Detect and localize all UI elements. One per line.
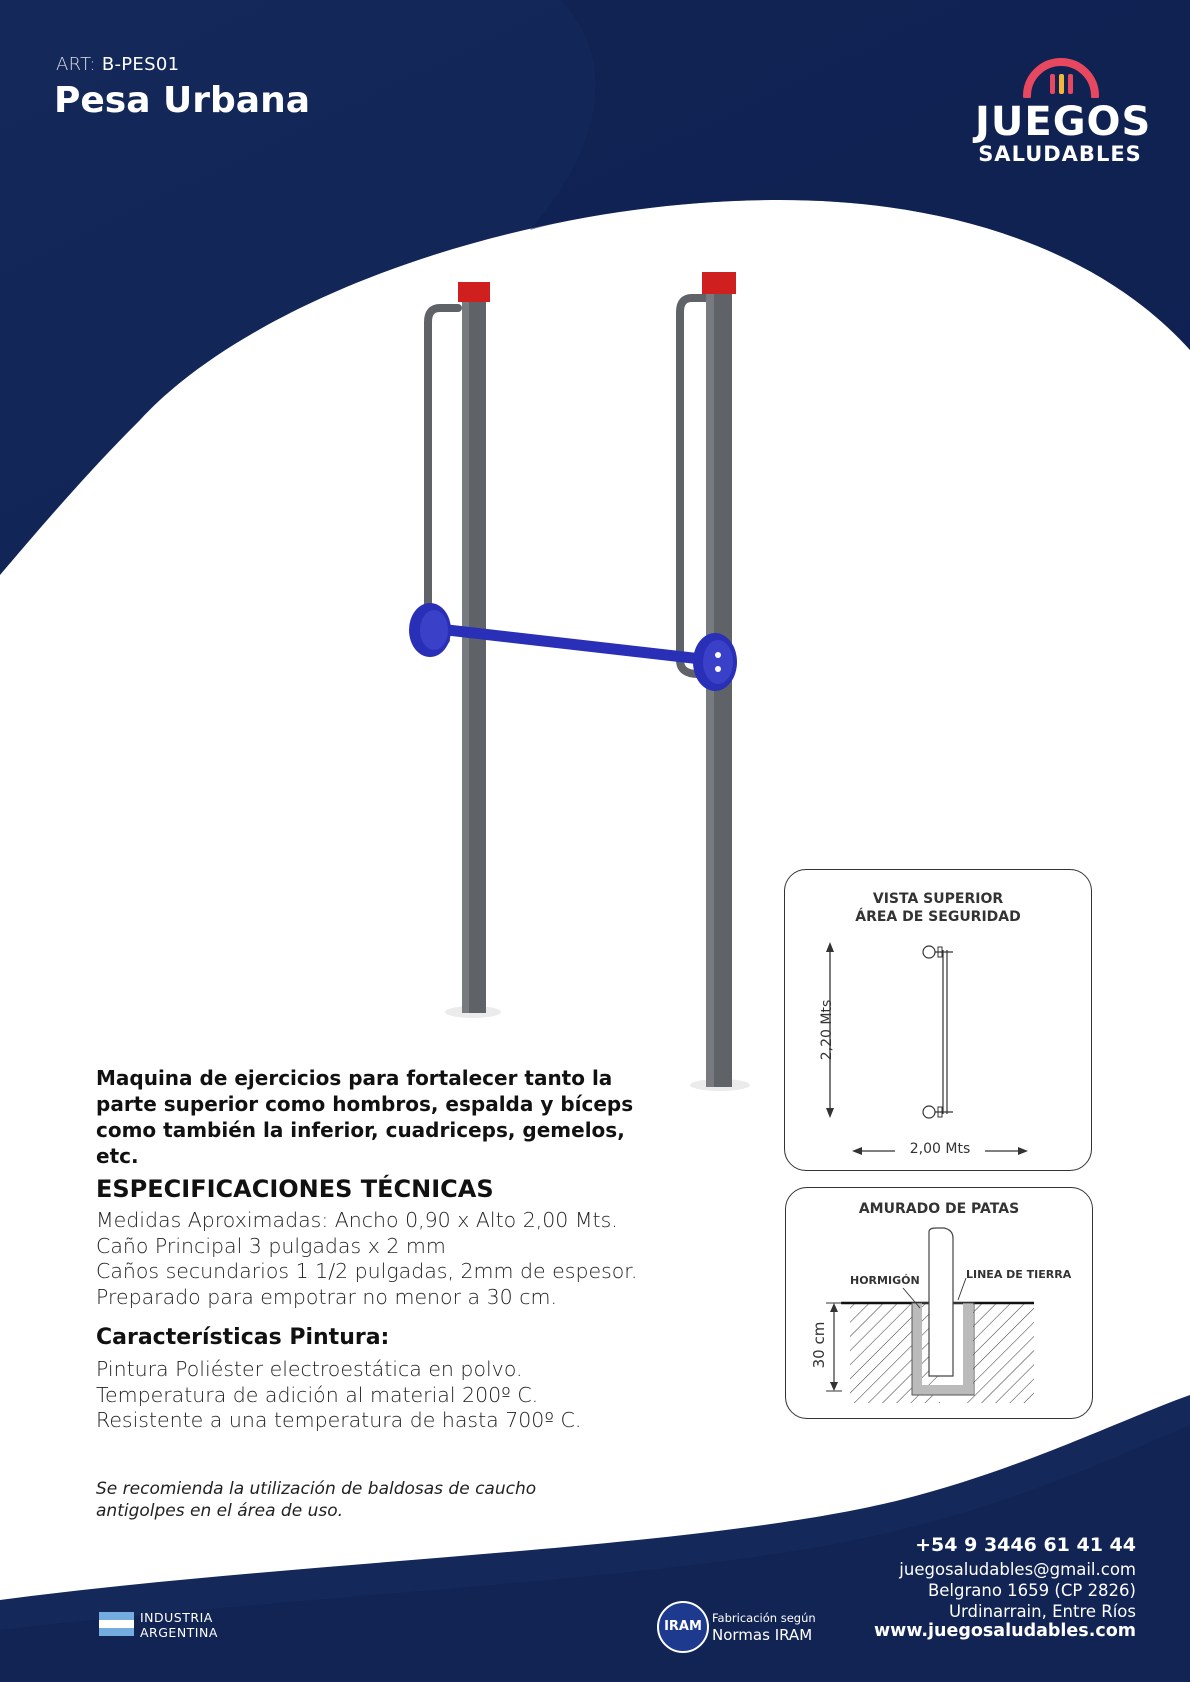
spec-item: Medidas Aproximadas: Ancho 0,90 x Alto 2,00 Mts. [96,1208,618,1232]
safety-area-diagram [784,869,1092,1171]
specs-list [96,1208,637,1310]
paint-item: Temperatura de adición al material 200º C. [96,1382,539,1407]
safety-title-line1: VISTA SUPERIOR [872,891,1004,907]
ground-line-label: LINEA DE TIERRA [966,1268,1072,1281]
anchoring-drawing [786,1188,1092,1418]
anchoring-title: AMURADO DE PATAS [858,1201,1020,1217]
article-label: ART: [56,54,96,75]
iram-line2: Normas IRAM [712,1626,813,1644]
spec-item: Caño Principal 3 pulgadas x 2 mm [96,1233,446,1258]
anchoring-diagram [785,1187,1093,1419]
left-handle-loop [428,308,458,640]
safety-width-label: 2,00 Mts [909,1141,971,1157]
paint-list [96,1357,581,1434]
concrete-label: HORMIGÓN [850,1274,920,1287]
contact-email[interactable]: juegosaludables@gmail.com [899,1560,1136,1579]
paint-heading: Características Pintura: [96,1325,390,1350]
product-illustration [409,272,750,1091]
usage-note: Se recomienda la utilización de baldosas de caucho antigolpes en el área de uso. [96,1479,537,1521]
logo-word-saludables: SALUDABLES [978,142,1142,166]
contact-address-line2: Urdinarrain, Entre Ríos [948,1602,1136,1621]
contact-website[interactable]: www.juegosaludables.com [873,1621,1136,1641]
industry-line2: ARGENTINA [140,1625,218,1640]
iram-line1: Fabricación según [712,1611,816,1625]
iram-badge-icon: IRAM [657,1601,709,1653]
left-post-cap [458,282,490,302]
brand-logo [975,52,1152,166]
right-handle-loop [680,298,710,674]
product-description: Maquina de ejercicios para fortalecer tanto la parte superior como hombros, espalda y bíceps como también la inferior, cuadriceps, gemelos, etc. [96,1066,634,1168]
industry-line1: INDUSTRIA [140,1610,213,1625]
paint-item: Resistente a una temperatura de hasta 700º C. [96,1408,582,1432]
article-number: B-PES01 [101,54,180,75]
contact-address-line1: Belgrano 1659 (CP 2826) [927,1581,1136,1600]
article-code [56,54,179,75]
spec-item: Caños secundarios 1 1/2 pulgadas, 2mm de espesor. [96,1259,638,1283]
safety-height-label: 2,20 Mts [819,999,835,1061]
industry-label [140,1610,218,1640]
iram-label [712,1610,816,1644]
contact-phone[interactable]: +54 9 3446 61 41 44 [915,1534,1136,1556]
specs-heading: ESPECIFICACIONES TÉCNICAS [96,1175,494,1203]
logo-word-juegos: JUEGOS [975,99,1152,145]
spec-item: Preparado para empotrar no menor a 30 cm. [96,1284,557,1309]
logo-arc-icon [1023,52,1099,98]
right-post-cap [702,272,736,294]
paint-item: Pintura Poliéster electroestática en polvo. [96,1357,523,1381]
argentina-flag-icon [99,1612,134,1636]
depth-label: 30 cm [810,1321,828,1369]
page-title: Pesa Urbana [54,80,311,121]
safety-title-line2: ÁREA DE SEGURIDAD [855,909,1021,925]
